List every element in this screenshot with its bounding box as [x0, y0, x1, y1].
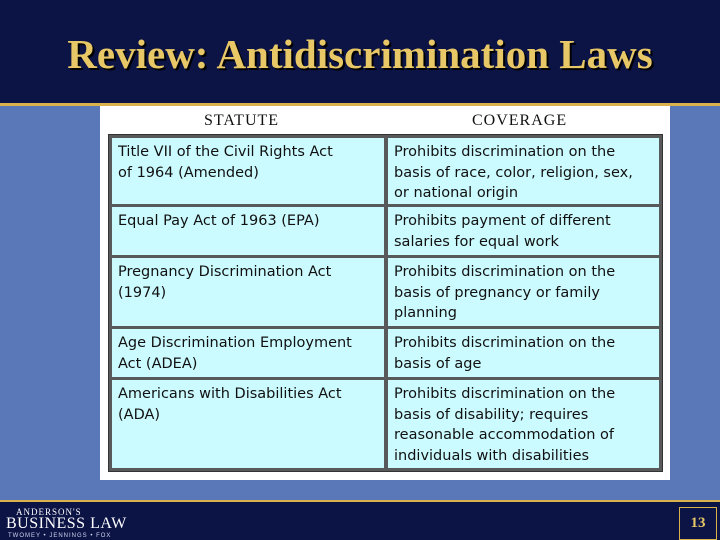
statute-line: Act (ADEA) [118, 355, 198, 372]
logo-main-text: BUSINESS LAW [6, 515, 127, 532]
coverage-cell [388, 207, 659, 255]
coverage-line: Prohibits discrimination on the [394, 264, 616, 280]
statute-cell [112, 258, 384, 326]
statute-cell [112, 138, 384, 204]
coverage-line: Prohibits discrimination on the [394, 335, 616, 351]
statute-line: of 1964 (Amended) [118, 164, 259, 181]
coverage-line: Prohibits payment of different [394, 213, 611, 229]
table-row [109, 255, 662, 326]
table-row [109, 135, 662, 204]
coverage-cell [388, 258, 659, 326]
statute-line: Age Discrimination Employment [118, 335, 352, 351]
page-number: 13 [690, 515, 706, 531]
statute-line: (ADA) [118, 406, 161, 423]
coverage-line: basis of pregnancy or family [394, 284, 601, 301]
logo-authors-text: TWOMEY • JENNINGS • FOX [8, 533, 112, 539]
table-row [109, 204, 662, 255]
statute-line: Equal Pay Act of 1963 (EPA) [118, 213, 320, 229]
statute-cell [112, 380, 384, 468]
coverage-line: or national origin [394, 185, 519, 201]
table-row [109, 377, 662, 471]
coverage-cell [388, 380, 659, 468]
statute-line: (1974) [118, 284, 167, 301]
statute-line: Title VII of the Civil Rights Act [118, 144, 333, 160]
coverage-line: basis of age [394, 355, 482, 372]
coverage-line: individuals with disabilities [394, 447, 590, 464]
statute-table [108, 134, 663, 472]
statute-table-figure [100, 106, 670, 480]
coverage-cell [388, 329, 659, 377]
table-row [109, 326, 662, 377]
statute-cell [112, 207, 384, 255]
statute-line: Pregnancy Discrimination Act [118, 264, 332, 280]
coverage-line: basis of race, color, religion, sex, [394, 164, 633, 181]
coverage-line: Prohibits discrimination on the [394, 386, 616, 402]
coverage-line: planning [394, 305, 457, 321]
column-header-statute: STATUTE [204, 112, 280, 129]
column-header-coverage: COVERAGE [472, 112, 568, 129]
statute-line: Americans with Disabilities Act [118, 386, 342, 402]
coverage-line: salaries for equal work [394, 233, 559, 250]
page-number-box [679, 507, 717, 540]
slide-title: Review: Antidiscrimination Laws [67, 31, 653, 77]
coverage-line: reasonable accommodation of [394, 427, 614, 443]
statute-cell [112, 329, 384, 377]
coverage-cell [388, 138, 659, 204]
logo-top-text: ANDERSON'S [16, 507, 82, 517]
coverage-line: Prohibits discrimination on the [394, 144, 616, 160]
coverage-line: basis of disability; requires [394, 406, 589, 423]
